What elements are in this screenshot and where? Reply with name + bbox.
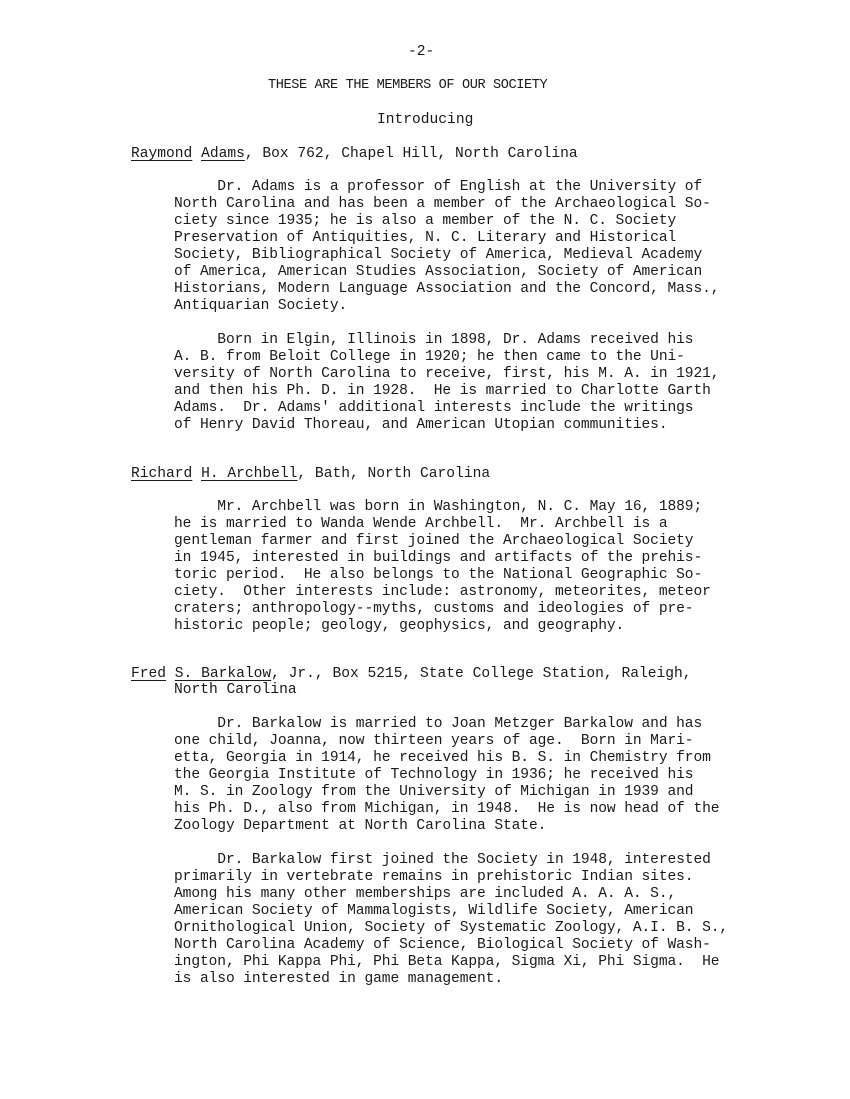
paragraph-line: North Carolina Academy of Science, Biological Society of Wash- <box>174 937 711 953</box>
paragraph-line: he is married to Wanda Wende Archbell. Mr. Archbell is a <box>174 516 668 532</box>
paragraph-line: Dr. Barkalow first joined the Society in 1948, interested <box>174 852 711 868</box>
member-address: , Bath, North Carolina <box>297 466 491 482</box>
page-title: THESE ARE THE MEMBERS OF OUR SOCIETY <box>268 78 548 93</box>
member-last-name: H. Archbell <box>201 466 298 482</box>
page-number: -2- <box>408 44 435 60</box>
paragraph-line: Born in Elgin, Illinois in 1898, Dr. Adams received his <box>174 332 694 348</box>
member-last-name: S. Barkalow <box>174 666 272 682</box>
member-last-name: Adams <box>201 146 245 162</box>
paragraph-line: Ornithological Union, Society of Systematic Zoology, A.I. B. S., <box>174 920 729 936</box>
paragraph-line: of Henry David Thoreau, and American Utopian communities. <box>174 417 668 433</box>
paragraph-line: craters; anthropology--myths, customs and ideologies of pre- <box>174 601 694 617</box>
paragraph-line: Historians, Modern Language Association and the Concord, Mass., <box>174 281 720 297</box>
member-first-name: Fred <box>131 666 167 682</box>
paragraph-line: A. B. from Beloit College in 1920; he then came to the Uni- <box>174 349 685 365</box>
paragraph-line: one child, Joanna, now thirteen years of age. Born in Mari- <box>174 733 694 749</box>
paragraph-line: etta, Georgia in 1914, he received his B. S. in Chemistry from <box>174 750 711 766</box>
member-address: , Box 762, Chapel Hill, North Carolina <box>244 146 578 162</box>
paragraph-line: the Georgia Institute of Technology in 1936; he received his <box>174 767 694 783</box>
paragraph-line: primarily in vertebrate remains in prehistoric Indian sites. <box>174 869 694 885</box>
member-address: , Jr., Box 5215, State College Station, Raleigh, <box>271 666 692 682</box>
member-heading <box>131 666 692 682</box>
paragraph-line: is also interested in game management. <box>174 971 503 987</box>
paragraph-line: Dr. Adams is a professor of English at the University of <box>174 179 703 195</box>
member-heading <box>131 466 490 482</box>
paragraph-line: Zoology Department at North Carolina State. <box>174 818 547 834</box>
paragraph-line: in 1945, interested in buildings and artifacts of the prehis- <box>174 550 703 566</box>
paragraph-line: Preservation of Antiquities, N. C. Literary and Historical <box>174 230 677 246</box>
paragraph-line: his Ph. D., also from Michigan, in 1948. He is now head of the <box>174 801 720 817</box>
paragraph-line: ciety since 1935; he is also a member of the N. C. Society <box>174 213 677 229</box>
paragraph-line: Among his many other memberships are included A. A. A. S., <box>174 886 677 902</box>
paragraph-line: ciety. Other interests include: astronomy, meteorites, meteor <box>174 584 711 600</box>
paragraph-line: Antiquarian Society. <box>174 298 348 314</box>
paragraph-line: North Carolina and has been a member of the Archaeological So- <box>174 196 711 212</box>
paragraph-line: and then his Ph. D. in 1928. He is married to Charlotte Garth <box>174 383 711 399</box>
paragraph-line: ington, Phi Kappa Phi, Phi Beta Kappa, Sigma Xi, Phi Sigma. He <box>174 954 720 970</box>
paragraph-line: toric period. He also belongs to the National Geographic So- <box>174 567 703 583</box>
paragraph-line: of America, American Studies Association, Society of American <box>174 264 703 280</box>
member-address-continuation: North Carolina <box>174 682 297 698</box>
paragraph-line: Society, Bibliographical Society of America, Medieval Academy <box>174 247 703 263</box>
paragraph-line: Dr. Barkalow is married to Joan Metzger Barkalow and has <box>174 716 703 732</box>
paragraph-line: gentleman farmer and first joined the Archaeological Society <box>174 533 694 549</box>
paragraph-line: historic people; geology, geophysics, and geography. <box>174 618 625 634</box>
page-subtitle: Introducing <box>377 112 474 128</box>
paragraph-line: Mr. Archbell was born in Washington, N. C. May 16, 1889; <box>174 499 703 515</box>
paragraph-line: versity of North Carolina to receive, first, his M. A. in 1921, <box>174 366 720 382</box>
member-first-name: Richard <box>131 466 193 482</box>
paragraph-line: M. S. in Zoology from the University of Michigan in 1939 and <box>174 784 694 800</box>
member-heading <box>131 146 578 162</box>
member-first-name: Raymond <box>131 146 193 162</box>
paragraph-line: Adams. Dr. Adams' additional interests include the writings <box>174 400 694 416</box>
paragraph-line: American Society of Mammalogists, Wildlife Society, American <box>174 903 694 919</box>
